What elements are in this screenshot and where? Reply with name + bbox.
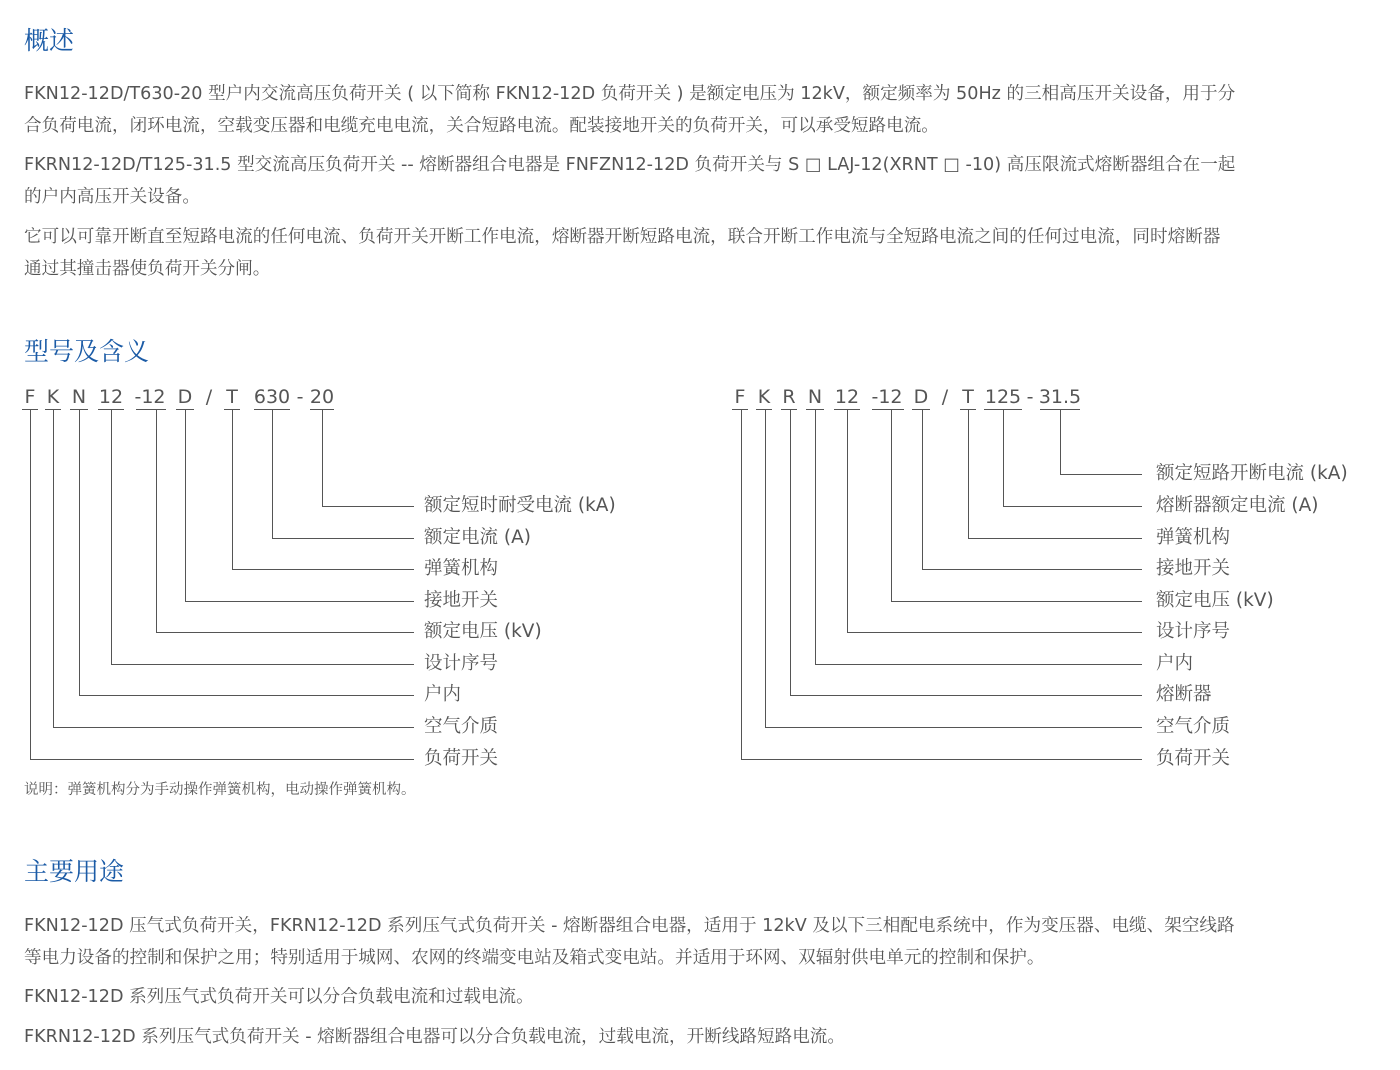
overview-paragraph-1 <box>24 78 1388 142</box>
overview-paragraph-1-line-1: FKN12-12D/T630-20 型户内交流高压负荷开关 ( 以下简称 FKN12-12D 负荷开关 ) 是额定电压为 12kV，额定频率为 50Hz 的三相高压开关设备，用于分 <box>24 84 1236 104</box>
connector-left-h7 <box>79 695 414 696</box>
overview-paragraph-2 <box>24 149 1388 213</box>
connector-right-v2 <box>1003 410 1004 506</box>
connector-right-v1 <box>1060 410 1061 474</box>
connector-right-v5 <box>891 410 892 601</box>
section-title-model: 型号及含义 <box>24 337 150 366</box>
connector-right-h1 <box>1060 474 1142 475</box>
overview-paragraph-3-line-2: 通过其撞击器使负荷开关分闸。 <box>24 259 271 279</box>
code-left-dash: - <box>296 386 304 408</box>
code-left-k: K <box>46 386 60 408</box>
overview-paragraph-2-line-2: 的户内高压开关设备。 <box>24 187 200 207</box>
label-left-spring-mechanism: 弹簧机构 <box>424 558 499 579</box>
connector-left-h2 <box>272 538 414 539</box>
underline-right-k <box>756 409 772 410</box>
usage-paragraph-1-line-1: FKN12-12D 压气式负荷开关，FKRN12-12D 系列压气式负荷开关 - 熔断器组合电器，适用于 12kV 及以下三相配电系统中，作为变压器、电缆、架空线路 <box>24 916 1235 936</box>
label-left-air-medium: 空气介质 <box>424 716 499 737</box>
underline-right-f <box>732 409 748 410</box>
code-right-12: 12 <box>834 386 860 408</box>
diagram-note: 说明：弹簧机构分为手动操作弹簧机构，电动操作弹簧机构。 <box>24 782 416 798</box>
label-right-rated-short-circuit-breaking-current: 额定短路开断电流 (kA) <box>1156 463 1348 484</box>
overview-paragraph-3-line-1: 它可以可靠开断直至短路电流的任何电流、负荷开关开断工作电流，熔断器开断短路电流，联合开断工作电流与全短路电流之间的任何过电流，同时熔断器 <box>24 227 1221 247</box>
connector-right-v9 <box>765 410 766 727</box>
connector-right-h7 <box>815 664 1142 665</box>
overview-paragraph-3 <box>24 221 1388 285</box>
connector-left-v4 <box>185 410 186 601</box>
connector-left-v8 <box>53 410 54 727</box>
code-left-slash: / <box>205 386 213 408</box>
code-right-125: 125 <box>984 386 1022 408</box>
code-right-n: N <box>807 386 823 408</box>
label-left-rated-current: 额定电流 (A) <box>424 527 531 548</box>
connector-right-h4 <box>922 569 1142 570</box>
code-left-630: 630 <box>253 386 291 408</box>
connector-left-h1 <box>322 506 414 507</box>
connector-left-h3 <box>232 569 414 570</box>
connector-left-h4 <box>185 601 414 602</box>
code-right-k: K <box>757 386 771 408</box>
code-left-f: F <box>24 386 36 408</box>
label-right-fuse-rated-current: 熔断器额定电流 (A) <box>1156 495 1319 516</box>
label-left-rated-short-time-current: 额定短时耐受电流 (kA) <box>424 495 616 516</box>
usage-paragraph-1-line-2: 等电力设备的控制和保护之用；特别适用于城网、农网的终端变电站及箱式变电站。并适用于环网、双辐射供电单元的控制和保护。 <box>24 948 1045 968</box>
connector-right-h5 <box>891 601 1142 602</box>
label-right-indoor: 户内 <box>1156 653 1194 674</box>
underline-right-d <box>912 409 930 410</box>
connector-right-h9 <box>765 727 1142 728</box>
overview-paragraph-2-line-1: FKRN12-12D/T125-31.5 型交流高压负荷开关 -- 熔断器组合电器是 FNFZN12-12D 负荷开关与 S □ LAJ-12(XRNT □ -10) 高压限流式熔断器组合在一起 <box>24 155 1236 175</box>
connector-left-v6 <box>111 410 112 664</box>
label-left-indoor: 户内 <box>424 684 462 705</box>
label-right-rated-voltage: 额定电压 (kV) <box>1156 590 1274 611</box>
label-left-load-switch: 负荷开关 <box>424 748 499 769</box>
code-left-12: 12 <box>98 386 124 408</box>
underline-right-dash-12 <box>872 409 904 410</box>
code-left-n: N <box>71 386 87 408</box>
code-right-t: T <box>962 386 974 408</box>
label-right-load-switch: 负荷开关 <box>1156 748 1231 769</box>
label-right-fuse: 熔断器 <box>1156 684 1212 705</box>
label-right-design-serial: 设计序号 <box>1156 621 1231 642</box>
underline-left-dash-12 <box>136 409 166 410</box>
label-right-air-medium: 空气介质 <box>1156 716 1231 737</box>
code-right-dash: - <box>1026 386 1034 408</box>
code-left-d: D <box>177 386 193 408</box>
connector-left-h5 <box>156 632 414 633</box>
connector-right-h3 <box>968 538 1142 539</box>
connector-right-v8 <box>790 410 791 695</box>
usage-paragraph-2 <box>24 981 1388 1013</box>
underline-right-r <box>781 409 797 410</box>
connector-left-v1 <box>322 410 323 506</box>
usage-paragraph-1 <box>24 910 1388 974</box>
code-right-dash-12: -12 <box>871 386 903 408</box>
label-right-earthing-switch: 接地开关 <box>1156 558 1231 579</box>
connector-right-h6 <box>847 632 1142 633</box>
code-left-20: 20 <box>309 386 335 408</box>
connector-left-v5 <box>156 410 157 632</box>
label-right-spring-mechanism: 弹簧机构 <box>1156 527 1231 548</box>
connector-right-h10 <box>741 759 1142 760</box>
connector-left-h9 <box>30 759 414 760</box>
connector-right-v10 <box>741 410 742 759</box>
usage-paragraph-2-line-1: FKN12-12D 系列压气式负荷开关可以分合负载电流和过载电流。 <box>24 987 534 1007</box>
section-title-usage: 主要用途 <box>24 857 125 886</box>
usage-paragraph-3-line-1: FKRN12-12D 系列压气式负荷开关 - 熔断器组合电器可以分合负载电流，过载电流，开断线路短路电流。 <box>24 1027 845 1047</box>
connector-left-v9 <box>30 410 31 759</box>
label-left-earthing-switch: 接地开关 <box>424 590 499 611</box>
connector-left-v7 <box>79 410 80 695</box>
usage-paragraph-3 <box>24 1021 1388 1053</box>
connector-right-h2 <box>1003 506 1142 507</box>
code-left-t: T <box>226 386 238 408</box>
connector-left-h6 <box>111 664 414 665</box>
connector-right-v3 <box>968 410 969 538</box>
label-left-design-serial: 设计序号 <box>424 653 499 674</box>
section-title-overview: 概述 <box>24 26 75 55</box>
connector-right-v4 <box>922 410 923 569</box>
connector-left-v3 <box>232 410 233 569</box>
code-right-d: D <box>913 386 929 408</box>
code-right-slash: / <box>941 386 949 408</box>
code-right-r: R <box>782 386 796 408</box>
connector-left-v2 <box>272 410 273 538</box>
connector-left-h8 <box>53 727 414 728</box>
code-left-dash-12: -12 <box>134 386 166 408</box>
overview-paragraph-1-line-2: 合负荷电流，闭环电流，空载变压器和电缆充电电流，关合短路电流。配装接地开关的负荷开关，可以承受短路电流。 <box>24 116 939 136</box>
connector-right-h8 <box>790 695 1142 696</box>
label-left-rated-voltage: 额定电压 (kV) <box>424 621 542 642</box>
connector-right-v7 <box>815 410 816 664</box>
code-right-f: F <box>734 386 746 408</box>
code-right-31-5: 31.5 <box>1038 386 1082 408</box>
connector-right-v6 <box>847 410 848 632</box>
